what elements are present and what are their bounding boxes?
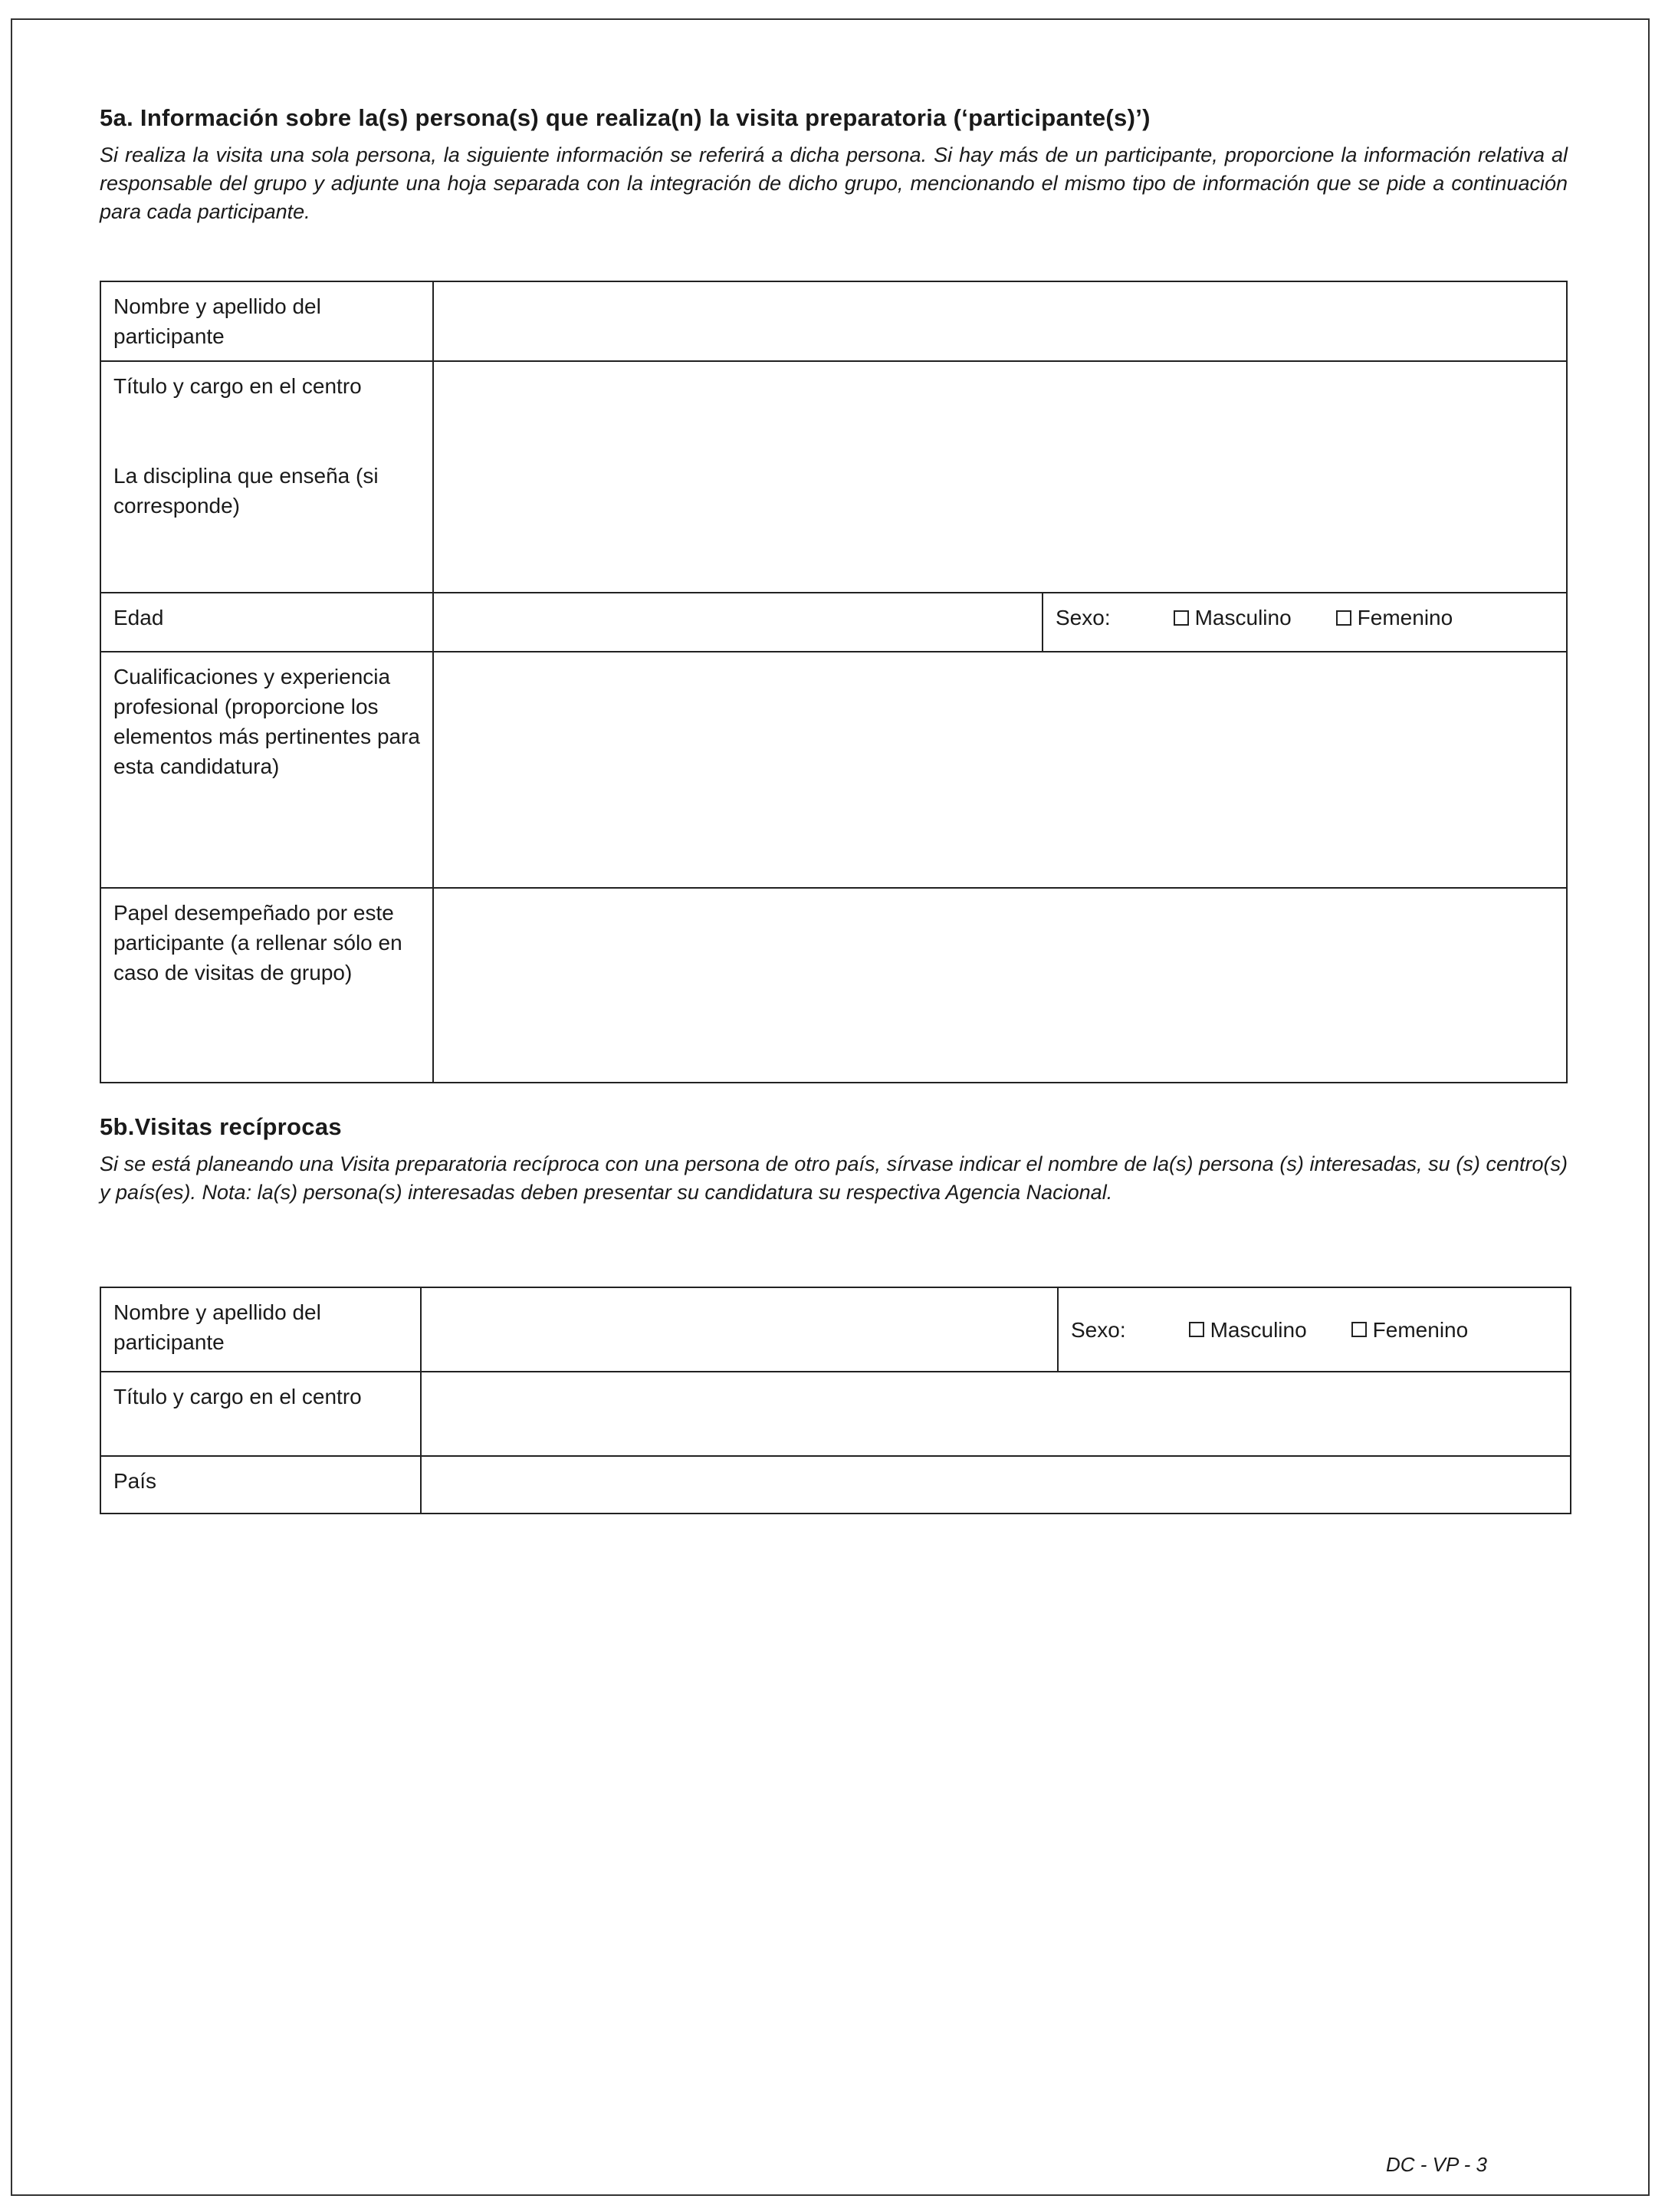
label-nombre-reciproco: Nombre y apellido del participante [100, 1287, 421, 1372]
label-titulo: Título y cargo en el centro [113, 374, 362, 398]
femenino-option[interactable] [1336, 603, 1453, 633]
femenino-label: Femenino [1372, 1317, 1469, 1342]
table-row [100, 1287, 1571, 1372]
sexo-cell [1043, 593, 1567, 652]
input-titulo-reciproco[interactable] [421, 1372, 1571, 1456]
section-5b-description: Si se está planeando una Visita preparatoria recíproca con una persona de otro país, sírvase indicar el nombre de la(s) persona (s) interesadas, su (s) centro(s) y país(es). Nota: la(s) persona(s) interesadas deben presentar su candidatura su respectiva Agencia Nacional. [100, 1152, 1568, 1204]
table-row [100, 1456, 1571, 1514]
input-papel[interactable] [433, 888, 1567, 1083]
section-5b-title: 5b.Visitas recíprocas [100, 1113, 342, 1140]
femenino-label: Femenino [1357, 606, 1453, 629]
sexo-label: Sexo: [1056, 606, 1111, 629]
label-titulo-disciplina [100, 361, 433, 593]
sexo-label: Sexo: [1071, 1317, 1126, 1342]
label-titulo-reciproco: Título y cargo en el centro [100, 1372, 421, 1456]
label-nombre: Nombre y apellido del participante [100, 281, 433, 361]
input-edad[interactable] [433, 593, 1043, 652]
label-disciplina: La disciplina que enseña (si corresponde) [113, 464, 379, 518]
page-code: DC - VP - 3 [1386, 2153, 1487, 2176]
input-nombre-reciproco[interactable] [421, 1287, 1058, 1372]
section-5a-title: 5a. Información sobre la(s) persona(s) que realiza(n) la visita preparatoria (‘participante(s)’) [100, 104, 1151, 131]
input-pais[interactable] [421, 1456, 1571, 1514]
masculino-option[interactable] [1189, 1315, 1307, 1345]
masculino-label: Masculino [1194, 606, 1292, 629]
section-5a-description: Si realiza la visita una sola persona, la siguiente información se referirá a dicha persona. Si hay más de un participante, proporcione la información relativa al responsable del grupo y adjunte una hoja separada con la integración de dicho grupo, mencionando el mismo tipo de información que se pide a continuación para cada participante. [100, 143, 1568, 223]
reciprocal-table [100, 1287, 1571, 1514]
table-row [100, 1372, 1571, 1456]
masculino-checkbox[interactable] [1174, 610, 1189, 626]
label-edad: Edad [100, 593, 433, 652]
masculino-option[interactable] [1174, 603, 1292, 633]
table-row [100, 361, 1567, 593]
label-pais: País [100, 1456, 421, 1514]
label-cualificaciones: Cualificaciones y experiencia profesional (proporcione los elementos más pertinentes para esta candidatura) [100, 652, 433, 888]
sexo-cell [1058, 1287, 1571, 1372]
table-row [100, 281, 1567, 361]
label-papel: Papel desempeñado por este participante (a rellenar sólo en caso de visitas de grupo) [100, 888, 433, 1083]
input-nombre[interactable] [433, 281, 1567, 361]
masculino-checkbox[interactable] [1189, 1322, 1204, 1337]
femenino-option[interactable] [1351, 1315, 1469, 1345]
input-cualificaciones[interactable] [433, 652, 1567, 888]
table-row [100, 888, 1567, 1083]
table-row [100, 593, 1567, 652]
participant-table [100, 281, 1568, 1083]
input-titulo-disciplina[interactable] [433, 361, 1567, 593]
femenino-checkbox[interactable] [1351, 1322, 1367, 1337]
masculino-label: Masculino [1210, 1317, 1307, 1342]
table-row [100, 652, 1567, 888]
spacer [113, 401, 420, 461]
femenino-checkbox[interactable] [1336, 610, 1351, 626]
